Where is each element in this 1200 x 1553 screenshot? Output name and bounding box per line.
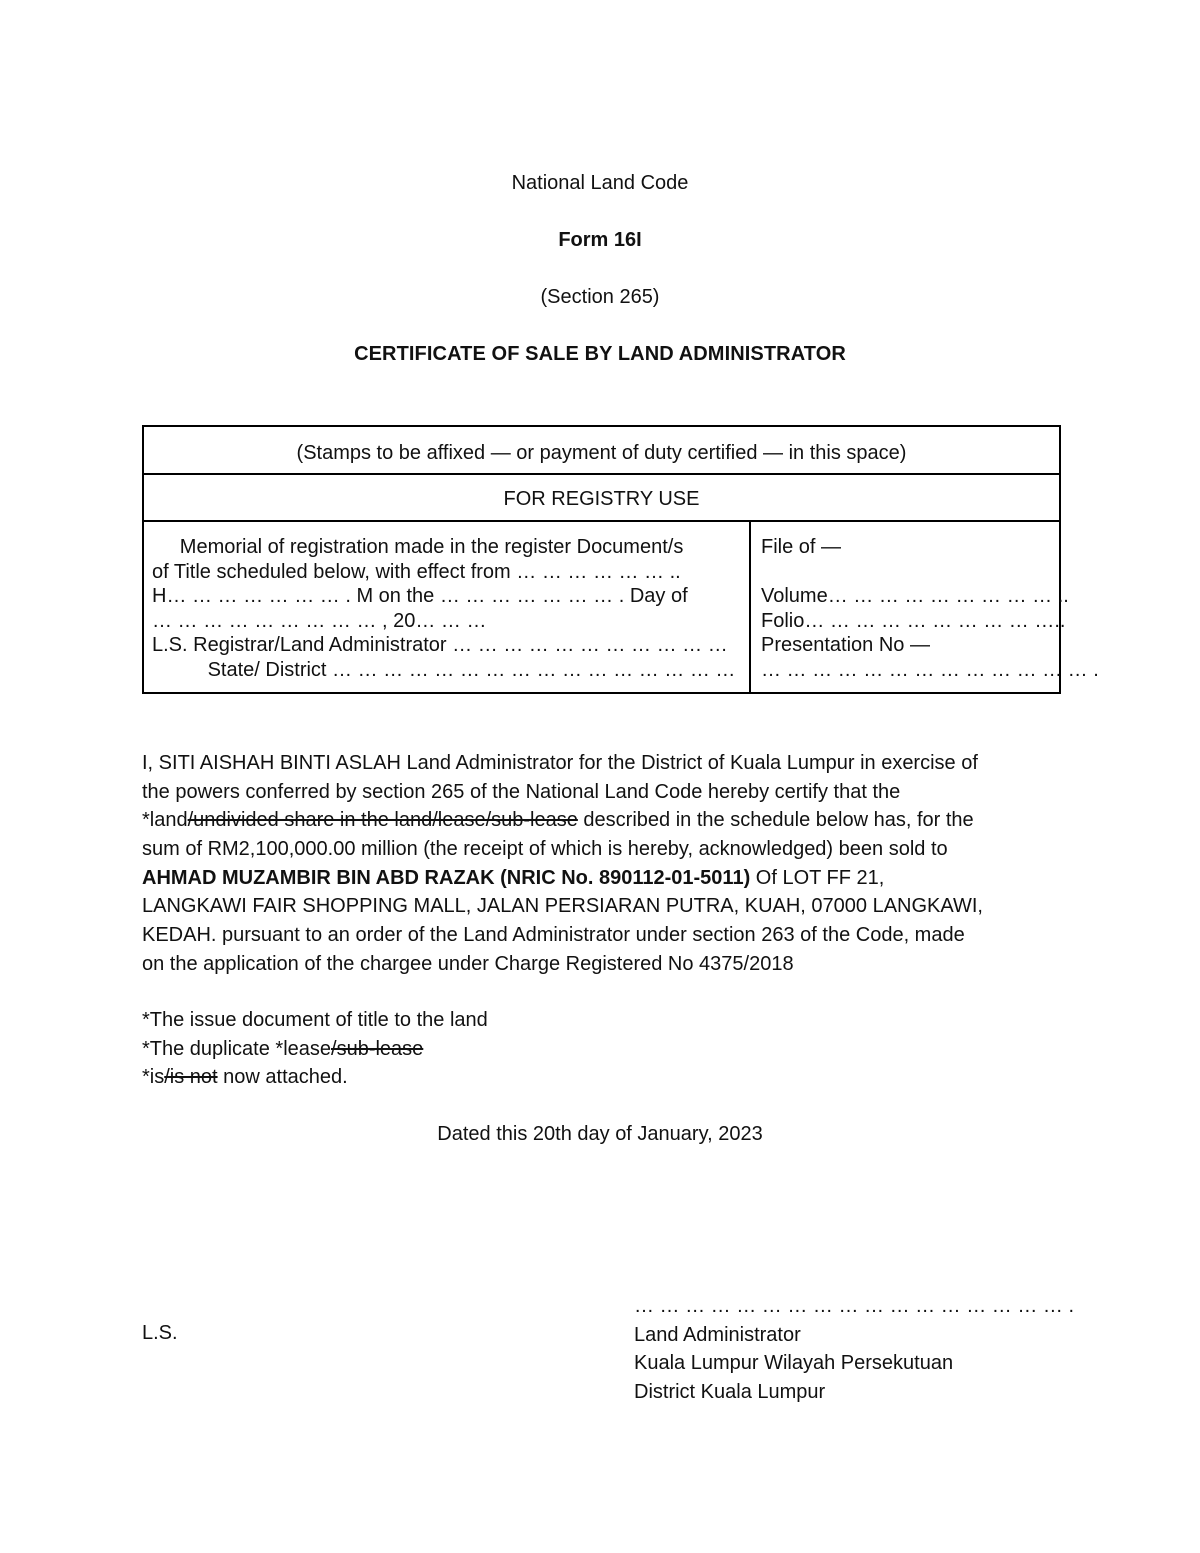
memorial-line: H… … … … … … … . M on the … … … … … … … . Day of — [152, 585, 688, 608]
signatory-district: District Kuala Lumpur — [634, 1381, 826, 1404]
file-line: … … … … … … … … … … … … … . — [761, 658, 1099, 681]
form-number: Form 16I — [558, 229, 642, 251]
registry-box — [142, 425, 1099, 694]
signatory-title: Land Administrator — [634, 1323, 801, 1346]
body-fragment: described in the schedule below has, for the — [577, 809, 974, 832]
memorial-line: of Title scheduled below, with effect from … … … … … … .. — [152, 560, 681, 583]
body-line: on the application of the chargee under Charge Registered No 4375/2018 — [142, 952, 794, 975]
file-line: Volume… … … … … … … … … .. — [761, 585, 1069, 608]
section-reference: (Section 265) — [540, 286, 660, 308]
act-name: National Land Code — [511, 172, 689, 194]
body-line: KEDAH. pursuant to an order of the Land Administrator under section 263 of the Code, made — [142, 924, 965, 947]
attachments — [142, 1006, 742, 1092]
duplicate-lease-option: *The duplicate *lease — [142, 1037, 332, 1060]
is-option: *is — [142, 1066, 165, 1089]
attached-fragment: now attached. — [217, 1066, 348, 1089]
certificate-body — [142, 749, 1062, 979]
registry-column-divider — [749, 522, 751, 692]
land-option: *land — [142, 809, 188, 832]
signature-block — [634, 1292, 1075, 1407]
memorial-line: … … … … … … … … … , 20… … … — [152, 609, 487, 632]
file-line: Presentation No — — [761, 634, 930, 657]
body-line: I, SITI AISHAH BINTI ASLAH Land Administrator for the District of Kuala Lumpur in exercise of — [142, 752, 978, 774]
duplicate-lease-line — [142, 1035, 742, 1064]
file-line — [761, 560, 1051, 585]
stamps-note: (Stamps to be affixed — or payment of duty certified — in this space) — [296, 442, 907, 464]
registry-use-label: FOR REGISTRY USE — [503, 488, 700, 510]
body-line: sum of RM2,100,000.00 million (the receipt of which is hereby, acknowledged) been sold to — [142, 838, 948, 861]
registry-divider-1 — [144, 473, 1059, 475]
file-line: Folio… … … … … … … … … ….. — [761, 609, 1066, 632]
page-title: CERTIFICATE OF SALE BY LAND ADMINISTRATOR — [354, 343, 846, 365]
memorial-of-registration — [152, 535, 742, 683]
body-line — [142, 864, 1062, 893]
body-fragment: Of LOT FF 21, — [750, 866, 885, 889]
purchaser-name: AHMAD MUZAMBIR BIN ABD RAZAK (NRIC No. 890112-01-5011) — [142, 866, 751, 889]
struck-is-not: /is not — [164, 1066, 218, 1089]
registry-divider-2 — [144, 520, 1059, 522]
file-details — [761, 535, 1099, 683]
locus-sigilli: L.S. — [142, 1322, 178, 1344]
signature-dots: … … … … … … … … … … … … … … … … … . — [634, 1295, 1075, 1317]
issue-document-line: *The issue document of title to the land — [142, 1009, 488, 1031]
signatory-region: Kuala Lumpur Wilayah Persekutuan — [634, 1352, 954, 1375]
file-line: File of — — [761, 536, 842, 558]
body-line: LANGKAWI FAIR SHOPPING MALL, JALAN PERSIARAN PUTRA, KUAH, 07000 LANGKAWI, — [142, 895, 983, 918]
attached-status-line — [142, 1063, 742, 1092]
body-line: the powers conferred by section 265 of the National Land Code hereby certify that the — [142, 780, 901, 803]
struck-sub-lease: /sub-lease — [331, 1037, 424, 1060]
dated-line: Dated this 20th day of January, 2023 — [437, 1123, 763, 1145]
struck-land-options: /undivided share in the land/lease/sub-lease — [187, 809, 578, 832]
memorial-line: Memorial of registration made in the register Document/s — [152, 536, 684, 558]
memorial-line: L.S. Registrar/Land Administrator … … … … … … … … … … … — [152, 634, 728, 657]
body-line — [142, 806, 1062, 835]
memorial-line: State/ District … … … … … … … … … … … … … … … … — [152, 658, 736, 681]
